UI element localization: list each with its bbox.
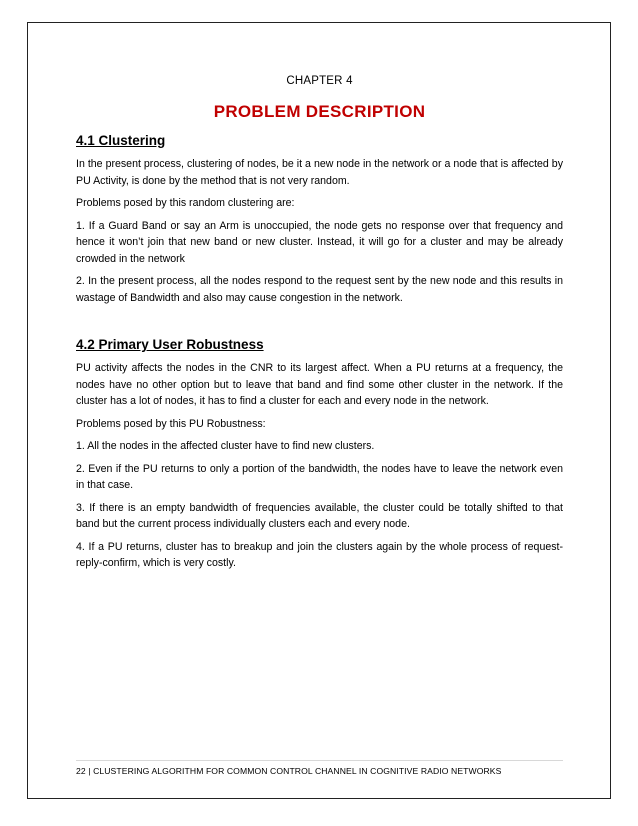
page-content xyxy=(76,73,563,572)
section-heading: 4.2 Primary User Robustness xyxy=(76,337,264,352)
section-heading: 4.1 Clustering xyxy=(76,133,166,148)
paragraph: 2. Even if the PU returns to only a portion of the bandwidth, the nodes have to leave the network even in that case. xyxy=(76,462,563,491)
paragraph: Problems posed by this PU Robustness: xyxy=(76,417,266,430)
page-footer: 22 | CLUSTERING ALGORITHM FOR COMMON CONTROL CHANNEL IN COGNITIVE RADIO NETWORKS xyxy=(76,766,502,776)
chapter-label: CHAPTER 4 xyxy=(286,75,353,87)
paragraph: 4. If a PU returns, cluster has to breakup and join the clusters again by the whole process of request-reply-confirm, which is very costly. xyxy=(76,540,563,569)
paragraph: 1. If a Guard Band or say an Arm is unoccupied, the node gets no response over that frequency and hence it won’t join that new band or new cluster. Instead, it will go for a cluster and may be already crowded in the network xyxy=(76,219,563,265)
paragraph: PU activity affects the nodes in the CNR to its largest affect. When a PU returns at a frequency, the nodes have no other option but to leave that band and find some other cluster in the network. If the cluster has a lot of nodes, it has to find a cluster for each and every node in the network. xyxy=(76,362,563,407)
section-primary-user-robustness xyxy=(76,335,563,572)
paragraph: 3. If there is an empty bandwidth of frequencies available, the cluster could be totally shifted to that band but the current process individually clusters each and every node. xyxy=(76,501,563,530)
section-clustering xyxy=(76,131,563,306)
paragraph: 2. In the present process, all the nodes respond to the request sent by the new node and this results in wastage of Bandwidth and also may cause congestion in the network. xyxy=(76,275,563,304)
paragraph: 1. All the nodes in the affected cluster have to find new clusters. xyxy=(76,440,375,452)
paragraph: In the present process, clustering of nodes, be it a new node in the network or a node that is affected by PU Activity, is done by the method that is not very random. xyxy=(76,158,563,187)
page-title: PROBLEM DESCRIPTION xyxy=(213,102,426,121)
footer-divider xyxy=(76,760,563,761)
paragraph: Problems posed by this random clustering are: xyxy=(76,197,295,209)
